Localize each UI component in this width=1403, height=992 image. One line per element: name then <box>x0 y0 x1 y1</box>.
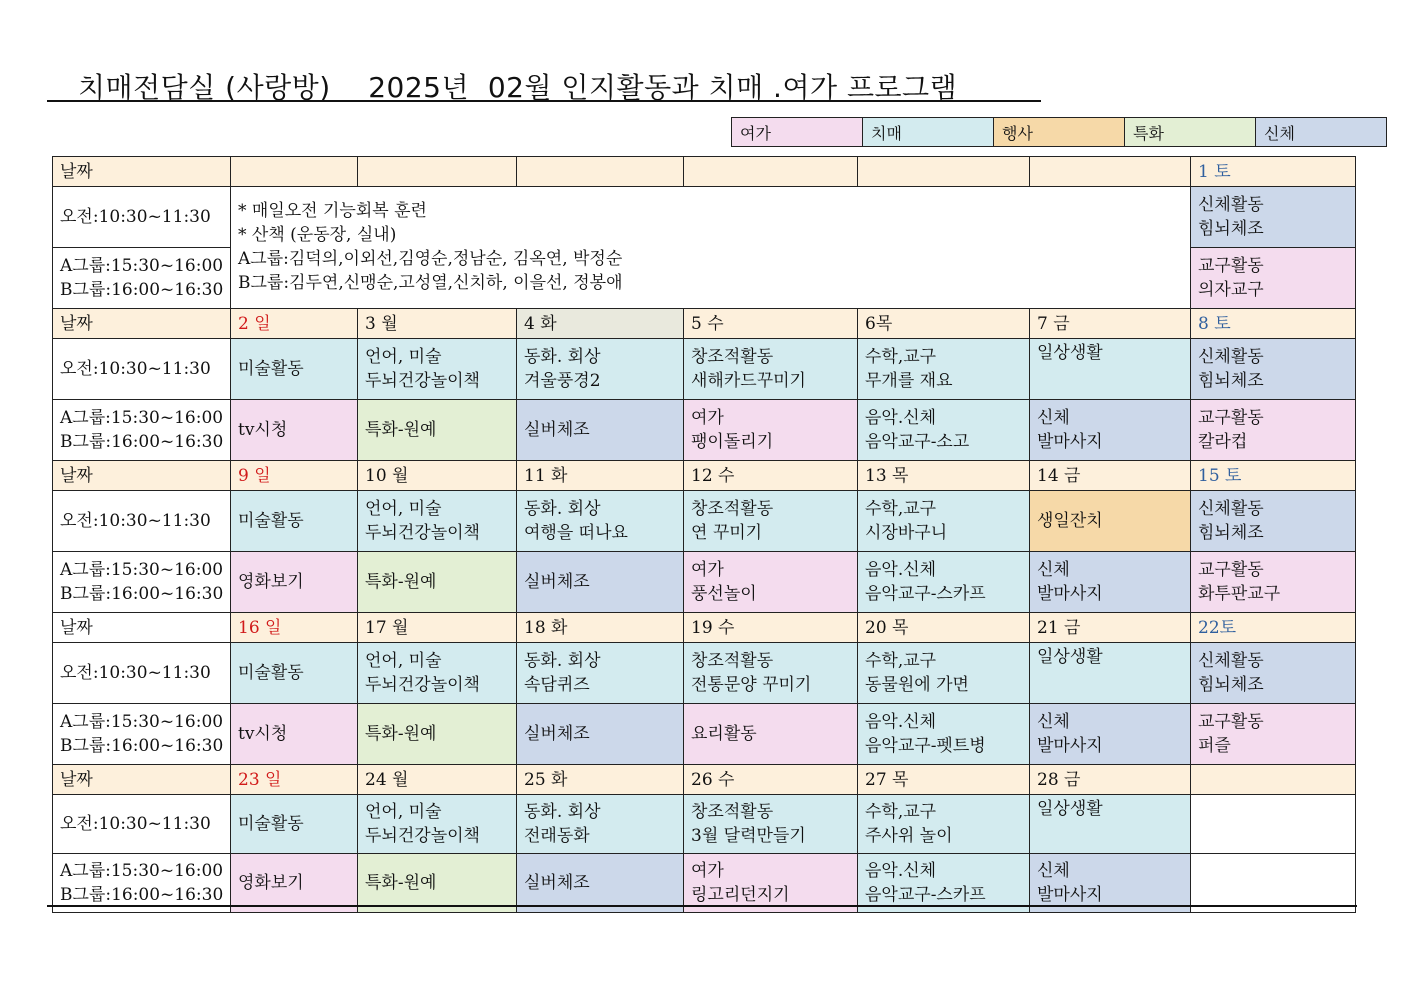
activity-line: 음악교구-소고 <box>865 432 970 452</box>
page-title: 치매전담실 (사랑방) 2025년 02월 인지활동과 치매 .여가 프로그램 <box>78 71 958 104</box>
note-line: B그룹:김두연,신맹순,고성열,신치하, 이을선, 정봉애 <box>238 273 623 293</box>
legend-item-sinche: 신체 <box>1256 118 1387 147</box>
date-cell: 4 화 <box>517 309 684 339</box>
date-cell <box>1191 765 1356 795</box>
date-label: 날짜 <box>53 157 231 187</box>
activity-line: 퍼즐 <box>1198 736 1231 756</box>
activity-cell <box>684 339 858 400</box>
date-cell <box>858 157 1030 187</box>
am-time-label: 오전:10:30~11:30 <box>53 643 231 704</box>
activity-line: 힘뇌체조 <box>1198 523 1264 543</box>
activity-cell <box>1191 248 1356 309</box>
activity-line: 일상생활 <box>1037 343 1103 363</box>
activity-line: 영화보기 <box>238 572 304 592</box>
activity-cell <box>358 854 517 913</box>
date-cell: 6목 <box>858 309 1030 339</box>
am-time-label: 오전:10:30~11:30 <box>53 795 231 854</box>
date-cell: 22토 <box>1191 613 1356 643</box>
activity-line: 힘뇌체조 <box>1198 371 1264 391</box>
activity-line: 실버체조 <box>524 724 590 744</box>
am-row <box>53 187 1356 248</box>
activity-line: 전통문양 꾸미기 <box>691 675 812 695</box>
note-line: * 산책 (운동장, 실내) <box>238 225 397 245</box>
activity-cell <box>858 491 1030 552</box>
activity-line: 여가 <box>691 408 724 428</box>
activity-line: 3월 달력만들기 <box>691 826 806 846</box>
date-cell: 12 수 <box>684 461 858 491</box>
activity-line: 실버체조 <box>524 572 590 592</box>
date-cell: 23 일 <box>231 765 358 795</box>
activity-cell <box>858 854 1030 913</box>
activity-cell <box>358 643 517 704</box>
date-cell: 2 일 <box>231 309 358 339</box>
date-cell: 10 월 <box>358 461 517 491</box>
activity-cell <box>1030 854 1191 913</box>
activity-line: 실버체조 <box>524 420 590 440</box>
activity-line: 음악.신체 <box>865 861 937 881</box>
activity-line: 여행을 떠나요 <box>524 523 628 543</box>
pm-row <box>53 400 1356 461</box>
activity-line: 창조적활동 <box>691 499 774 519</box>
activity-cell <box>1030 491 1191 552</box>
activity-cell <box>1030 795 1191 854</box>
activity-line: 힘뇌체조 <box>1198 675 1264 695</box>
date-cell: 11 화 <box>517 461 684 491</box>
am-row <box>53 795 1356 854</box>
activity-cell <box>231 704 358 765</box>
date-cell: 19 수 <box>684 613 858 643</box>
pm-b-label: B그룹:16:00~16:30 <box>60 584 224 604</box>
pm-time-label <box>53 552 231 613</box>
activity-line: 수학,교구 <box>865 802 937 822</box>
activity-cell <box>1030 704 1191 765</box>
activity-cell <box>1030 552 1191 613</box>
activity-cell <box>858 643 1030 704</box>
category-legend <box>731 117 1387 147</box>
activity-line: 신체활동 <box>1198 347 1264 367</box>
activity-cell <box>1191 339 1356 400</box>
activity-line: 교구활동 <box>1198 560 1264 580</box>
activity-line: 미술활동 <box>238 511 304 531</box>
activity-cell <box>231 795 358 854</box>
pm-b-label: B그룹:16:00~16:30 <box>60 885 224 905</box>
activity-cell <box>517 854 684 913</box>
pm-row <box>53 704 1356 765</box>
activity-cell <box>358 339 517 400</box>
empty-cell <box>1191 795 1356 854</box>
date-row <box>53 309 1356 339</box>
activity-line: 수학,교구 <box>865 347 937 367</box>
date-cell: 25 화 <box>517 765 684 795</box>
activity-cell <box>684 400 858 461</box>
pm-time-label <box>53 704 231 765</box>
date-cell: 26 수 <box>684 765 858 795</box>
activity-cell <box>684 643 858 704</box>
activity-line: 속담퀴즈 <box>524 675 590 695</box>
activity-cell <box>517 491 684 552</box>
activity-line: 무개를 재요 <box>865 371 953 391</box>
activity-cell <box>517 339 684 400</box>
date-cell: 3 월 <box>358 309 517 339</box>
activity-cell <box>517 704 684 765</box>
pm-a-label: A그룹:15:30~16:00 <box>60 861 224 881</box>
am-time-label: 오전:10:30~11:30 <box>53 187 231 248</box>
activity-line: 언어, 미술 <box>365 802 442 822</box>
activity-line: 일상생활 <box>1037 799 1103 819</box>
activity-line: 음악교구-스카프 <box>865 584 986 604</box>
activity-cell <box>858 704 1030 765</box>
activity-line: 언어, 미술 <box>365 651 442 671</box>
date-row <box>53 461 1356 491</box>
activity-line: 두뇌건강놀이책 <box>365 371 480 391</box>
activity-line: 언어, 미술 <box>365 347 442 367</box>
legend-item-yeoga: 여가 <box>732 118 863 147</box>
activity-line: 신체활동 <box>1198 499 1264 519</box>
activity-line: 영화보기 <box>238 873 304 893</box>
activity-line: 동화. 회상 <box>524 347 601 367</box>
activity-line: 주사위 놀이 <box>865 826 953 846</box>
activity-line: 미술활동 <box>238 663 304 683</box>
am-row <box>53 339 1356 400</box>
activity-line: 음악교구-펫트병 <box>865 736 986 756</box>
activity-line: 일상생활 <box>1037 647 1103 667</box>
date-cell: 21 금 <box>1030 613 1191 643</box>
pm-b-label: B그룹:16:00~16:30 <box>60 432 224 452</box>
activity-line: 신체활동 <box>1198 651 1264 671</box>
activity-cell <box>358 795 517 854</box>
date-label: 날짜 <box>53 461 231 491</box>
date-cell: 24 월 <box>358 765 517 795</box>
activity-cell <box>684 795 858 854</box>
date-cell <box>684 157 858 187</box>
activity-line: 전래동화 <box>524 826 590 846</box>
am-row <box>53 491 1356 552</box>
activity-cell <box>684 704 858 765</box>
date-cell: 28 금 <box>1030 765 1191 795</box>
activity-line: 미술활동 <box>238 359 304 379</box>
pm-row <box>53 854 1356 913</box>
date-cell <box>517 157 684 187</box>
activity-line: 화투판교구 <box>1198 584 1281 604</box>
pm-time-label <box>53 248 231 309</box>
date-cell: 1 토 <box>1191 157 1356 187</box>
date-cell: 15 토 <box>1191 461 1356 491</box>
date-row <box>53 613 1356 643</box>
pm-a-label: A그룹:15:30~16:00 <box>60 712 224 732</box>
activity-line: 특화-원예 <box>365 572 437 592</box>
activity-line: 특화-원예 <box>365 420 437 440</box>
activity-cell <box>858 552 1030 613</box>
activity-cell <box>1191 187 1356 248</box>
activity-line: 미술활동 <box>238 814 304 834</box>
activity-line: 신체활동 <box>1198 195 1264 215</box>
activity-line: 신체 <box>1037 408 1070 428</box>
date-cell: 7 금 <box>1030 309 1191 339</box>
pm-row <box>53 552 1356 613</box>
activity-cell <box>1191 704 1356 765</box>
activity-line: 두뇌건강놀이책 <box>365 523 480 543</box>
activity-cell <box>358 491 517 552</box>
activity-line: 의자교구 <box>1198 280 1264 300</box>
activity-line: 연 꾸미기 <box>691 523 763 543</box>
am-row <box>53 643 1356 704</box>
date-cell: 5 수 <box>684 309 858 339</box>
activity-line: 발마사지 <box>1037 885 1103 905</box>
bottom-rule <box>47 905 1357 907</box>
activity-cell <box>1191 552 1356 613</box>
activity-line: 발마사지 <box>1037 736 1103 756</box>
activity-line: 언어, 미술 <box>365 499 442 519</box>
activity-line: 음악교구-스카프 <box>865 885 986 905</box>
activity-cell <box>858 795 1030 854</box>
activity-line: 풍선놀이 <box>691 584 757 604</box>
activity-cell <box>1191 491 1356 552</box>
activity-cell <box>1030 643 1191 704</box>
activity-line: 교구활동 <box>1198 256 1264 276</box>
activity-line: 창조적활동 <box>691 347 774 367</box>
activity-line: 음악.신체 <box>865 408 937 428</box>
activity-cell <box>684 491 858 552</box>
pm-time-label <box>53 854 231 913</box>
activity-cell <box>231 339 358 400</box>
activity-line: 여가 <box>691 560 724 580</box>
date-cell: 13 목 <box>858 461 1030 491</box>
activity-cell <box>858 339 1030 400</box>
date-cell: 20 목 <box>858 613 1030 643</box>
activity-cell <box>1030 400 1191 461</box>
legend-item-chime: 치매 <box>863 118 994 147</box>
am-time-label: 오전:10:30~11:30 <box>53 491 231 552</box>
activity-cell <box>358 704 517 765</box>
activity-line: tv시청 <box>238 724 288 744</box>
date-cell: 16 일 <box>231 613 358 643</box>
activity-line: 팽이돌리기 <box>691 432 774 452</box>
date-label: 날짜 <box>53 309 231 339</box>
activity-line: 링고리던지기 <box>691 885 790 905</box>
date-cell: 14 금 <box>1030 461 1191 491</box>
date-cell: 9 일 <box>231 461 358 491</box>
activity-line: 칼라컵 <box>1198 432 1248 452</box>
activity-line: 음악.신체 <box>865 712 937 732</box>
activity-cell <box>231 552 358 613</box>
activity-line: 교구활동 <box>1198 408 1264 428</box>
activity-line: 수학,교구 <box>865 651 937 671</box>
activity-line: 동화. 회상 <box>524 802 601 822</box>
activity-line: 특화-원예 <box>365 873 437 893</box>
activity-line: 실버체조 <box>524 873 590 893</box>
activity-line: 새해카드꾸미기 <box>691 371 806 391</box>
activity-line: 신체 <box>1037 861 1070 881</box>
activity-cell <box>1191 400 1356 461</box>
activity-cell <box>517 552 684 613</box>
activity-line: 수학,교구 <box>865 499 937 519</box>
date-label: 날짜 <box>53 613 231 643</box>
legend-item-teukhwa: 특화 <box>1125 118 1256 147</box>
activity-cell <box>684 552 858 613</box>
date-label: 날짜 <box>53 765 231 795</box>
activity-cell <box>517 795 684 854</box>
activity-line: 음악.신체 <box>865 560 937 580</box>
date-row <box>53 157 1356 187</box>
pm-b-label: B그룹:16:00~16:30 <box>60 280 224 300</box>
activity-cell <box>1030 339 1191 400</box>
activity-line: 교구활동 <box>1198 712 1264 732</box>
activity-line: 동화. 회상 <box>524 651 601 671</box>
activity-cell <box>358 400 517 461</box>
activity-cell <box>1191 643 1356 704</box>
pm-a-label: A그룹:15:30~16:00 <box>60 560 224 580</box>
note-line: * 매일오전 기능회복 훈련 <box>238 201 427 221</box>
activity-cell <box>858 400 1030 461</box>
activity-line: 특화-원예 <box>365 724 437 744</box>
activity-line: 발마사지 <box>1037 584 1103 604</box>
activity-line: 창조적활동 <box>691 651 774 671</box>
activity-cell <box>358 552 517 613</box>
activity-line: 동물원에 가면 <box>865 675 969 695</box>
date-cell: 27 목 <box>858 765 1030 795</box>
activity-cell <box>517 643 684 704</box>
date-cell: 8 토 <box>1191 309 1356 339</box>
pm-a-label: A그룹:15:30~16:00 <box>60 408 224 428</box>
pm-b-label: B그룹:16:00~16:30 <box>60 736 224 756</box>
date-row <box>53 765 1356 795</box>
activity-line: 창조적활동 <box>691 802 774 822</box>
activity-line: 생일잔치 <box>1037 511 1103 531</box>
date-cell <box>231 157 358 187</box>
date-cell <box>1030 157 1191 187</box>
activity-line: tv시청 <box>238 420 288 440</box>
date-cell <box>358 157 517 187</box>
title-underline <box>47 100 1041 102</box>
date-cell: 18 화 <box>517 613 684 643</box>
activity-cell <box>517 400 684 461</box>
notes-cell <box>231 187 1191 309</box>
activity-cell <box>684 854 858 913</box>
empty-cell <box>1191 854 1356 913</box>
activity-line: 신체 <box>1037 712 1070 732</box>
activity-cell <box>231 643 358 704</box>
pm-a-label: A그룹:15:30~16:00 <box>60 256 224 276</box>
activity-line: 힘뇌체조 <box>1198 219 1264 239</box>
activity-line: 발마사지 <box>1037 432 1103 452</box>
pm-time-label <box>53 400 231 461</box>
am-time-label: 오전:10:30~11:30 <box>53 339 231 400</box>
legend-item-haengsa: 행사 <box>994 118 1125 147</box>
date-cell: 17 월 <box>358 613 517 643</box>
activity-cell <box>231 491 358 552</box>
activity-cell <box>231 400 358 461</box>
activity-line: 두뇌건강놀이책 <box>365 826 480 846</box>
activity-line: 동화. 회상 <box>524 499 601 519</box>
activity-line: 시장바구니 <box>865 523 948 543</box>
note-line: A그룹:김덕의,이외선,김영순,정남순, 김옥연, 박정순 <box>238 249 623 269</box>
activity-line: 여가 <box>691 861 724 881</box>
activity-line: 요리활동 <box>691 724 757 744</box>
activity-cell <box>231 854 358 913</box>
activity-line: 겨울풍경2 <box>524 371 601 391</box>
activity-line: 두뇌건강놀이책 <box>365 675 480 695</box>
schedule-table <box>52 156 1356 913</box>
activity-line: 신체 <box>1037 560 1070 580</box>
